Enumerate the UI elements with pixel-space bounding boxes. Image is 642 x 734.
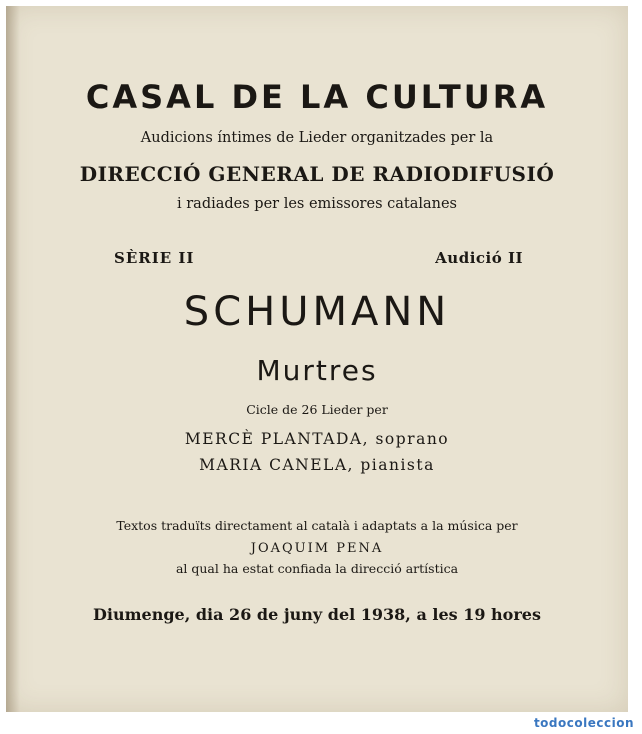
watermark-logo (534, 716, 634, 730)
program-leaflet (6, 6, 628, 712)
translator-name: JOAQUIM PENA (250, 541, 384, 556)
translation-note: Textos traduïts directament al català i adaptats a la música per (116, 518, 518, 533)
composer-name: SCHUMANN (183, 289, 451, 335)
document-title: CASAL DE LA CULTURA (85, 78, 549, 116)
direction-note: al qual ha estat confiada la direcció artística (175, 561, 459, 576)
watermark-text: todocoleccion (533, 716, 634, 730)
performer-soprano: MERCÈ PLANTADA, soprano (184, 430, 450, 448)
audition-label: Audició II (435, 249, 523, 267)
cycle-description: Cicle de 26 Lieder per (246, 402, 388, 417)
work-title: Murtres (256, 354, 378, 387)
subtitle-line-2: i radiades per les emissores catalanes (177, 196, 457, 212)
performer-pianist: MARIA CANELA, pianista (199, 456, 435, 474)
subtitle-line-1: Audicions íntimes de Lieder organitzades per la (140, 130, 494, 146)
organizer-name: DIRECCIÓ GENERAL DE RADIODIFUSIÓ (79, 162, 555, 186)
series-label: SÈRIE II (114, 249, 195, 267)
event-date: Diumenge, dia 26 de juny del 1938, a les 19 hores (93, 605, 541, 624)
